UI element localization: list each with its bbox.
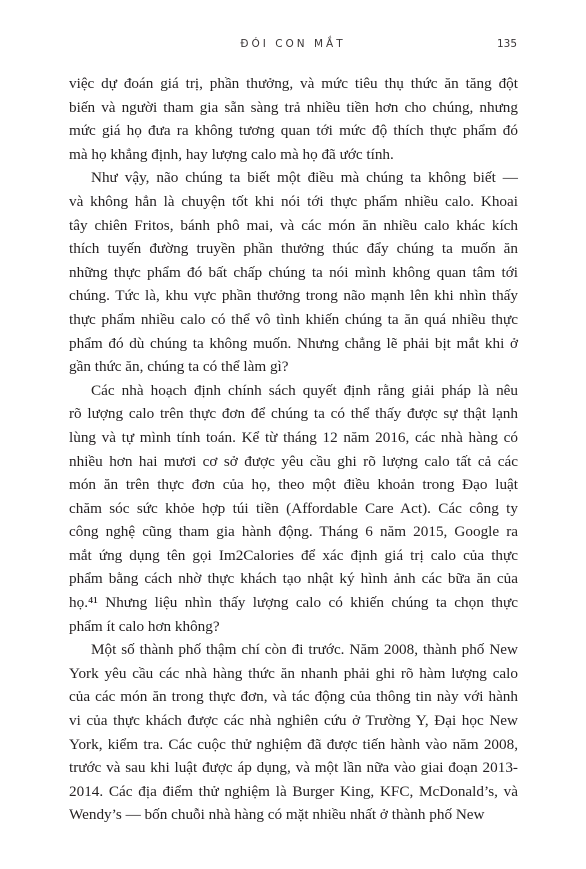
text-line: chăm sóc sức khỏe hợp túi tiền (Affordable Care Act). Các công ty xyxy=(69,499,518,517)
text-line: rõ lượng calo trên thực đơn để chúng ta có thể thấy được sự thật lạnh xyxy=(69,405,518,423)
text-line: gần thức ăn, chúng ta có thể làm gì? xyxy=(69,358,289,376)
text-line: nhiều hơn hai mươi cơ sở được yêu cầu ghi rõ lượng calo tất cả các xyxy=(69,452,518,470)
text-line: phẩm đó dù chúng ta không muốn. Nhưng chẳng lẽ phải bịt mắt khi ở xyxy=(69,334,518,352)
text-line: thích tuyến đường truyền phần thưởng thúc đẩy chúng ta muốn ăn xyxy=(69,240,518,258)
paragraph xyxy=(69,72,518,166)
text-line: và không hẳn là chuyện tốt khi nói tới thực phẩm nhiều calo. Khoai xyxy=(69,192,518,210)
text-line: tây chiên Fritos, bánh phô mai, và các món ăn nhiều calo khác kích xyxy=(69,216,518,234)
page-number: 135 xyxy=(496,38,517,50)
paragraph xyxy=(69,638,518,827)
text-line: chúng. Tức là, khu vực phần thưởng trong não mạnh lên khi nhìn thấy xyxy=(69,287,518,305)
text-line: mà họ khẳng định, hay lượng calo mà họ đã ước tính. xyxy=(69,145,394,163)
text-line: họ.⁴¹ Nhưng liệu nhìn thấy lượng calo có khiến chúng ta chọn thực xyxy=(69,594,518,612)
text-line: phẩm bằng cách nhờ thực khách tạo nhật ký hình ảnh các bữa ăn của xyxy=(69,570,518,588)
running-title: ĐÓI CON MẮT xyxy=(240,38,346,50)
text-line: Wendy’s — bốn chuỗi nhà hàng có mặt nhiều nhất ở thành phố New xyxy=(69,806,485,824)
text-line: Như vậy, não chúng ta biết một điều mà chúng ta không biết — xyxy=(91,169,518,187)
text-line: biến và người tham gia sẵn sàng trả nhiều tiền hơn cho chúng, nhưng xyxy=(69,98,518,116)
text-line: mắt ứng dụng tên gọi Im2Calories để xác định giá trị calo của thực xyxy=(69,546,518,564)
text-line: York, kiểm tra. Các cuộc thử nghiệm đã được tiến hành vào năm 2008, xyxy=(69,735,518,753)
text-line: Các nhà hoạch định chính sách quyết định rằng giải pháp là nêu xyxy=(91,381,518,399)
text-line: vi của thực khách được các nhà nghiên cứu ở Trường Y, Đại học New xyxy=(69,712,518,730)
text-line: việc dự đoán giá trị, phần thưởng, và mức tiêu thụ thức ăn tăng đột xyxy=(69,75,518,92)
text-line: của các món ăn trong thực đơn, và tác động của thông tin này với hành xyxy=(69,688,518,706)
text-line: 2014. Các địa điểm thử nghiệm là Burger King, KFC, McDonald’s, và xyxy=(69,782,518,800)
paragraph xyxy=(69,166,518,378)
text-line: mức giá họ đưa ra không tương quan tới mức độ thích thực phẩm đó xyxy=(69,122,518,140)
paragraph xyxy=(69,379,518,639)
text-line: món ăn trên thực đơn của họ, theo một điều khoản trong Đạo luật xyxy=(69,476,518,494)
body-text xyxy=(69,72,518,827)
running-header xyxy=(0,38,586,54)
text-line: những thực phẩm đó bất chấp chúng ta nói mình không quan tâm tới xyxy=(69,263,518,281)
text-line: công nghệ cũng tham gia hành động. Tháng 6 năm 2015, Google ra xyxy=(69,523,518,541)
text-line: lùng và tự mình tính toán. Kể từ tháng 12 năm 2016, các nhà hàng có xyxy=(69,428,518,446)
text-line: Một số thành phố thậm chí còn đi trước. Năm 2008, thành phố New xyxy=(91,641,518,659)
text-line: trước và sau khi luật được áp dụng, và một lần nữa vào giai đoạn 2013- xyxy=(69,759,518,777)
text-line: phẩm ít calo hơn không? xyxy=(69,617,220,635)
text-line: thực phẩm nhiều calo có thể vô tình khiến chúng ta ăn quá nhiều thực xyxy=(69,310,518,328)
text-line: York yêu cầu các nhà hàng thức ăn nhanh phải ghi rõ hàm lượng calo xyxy=(69,664,518,682)
